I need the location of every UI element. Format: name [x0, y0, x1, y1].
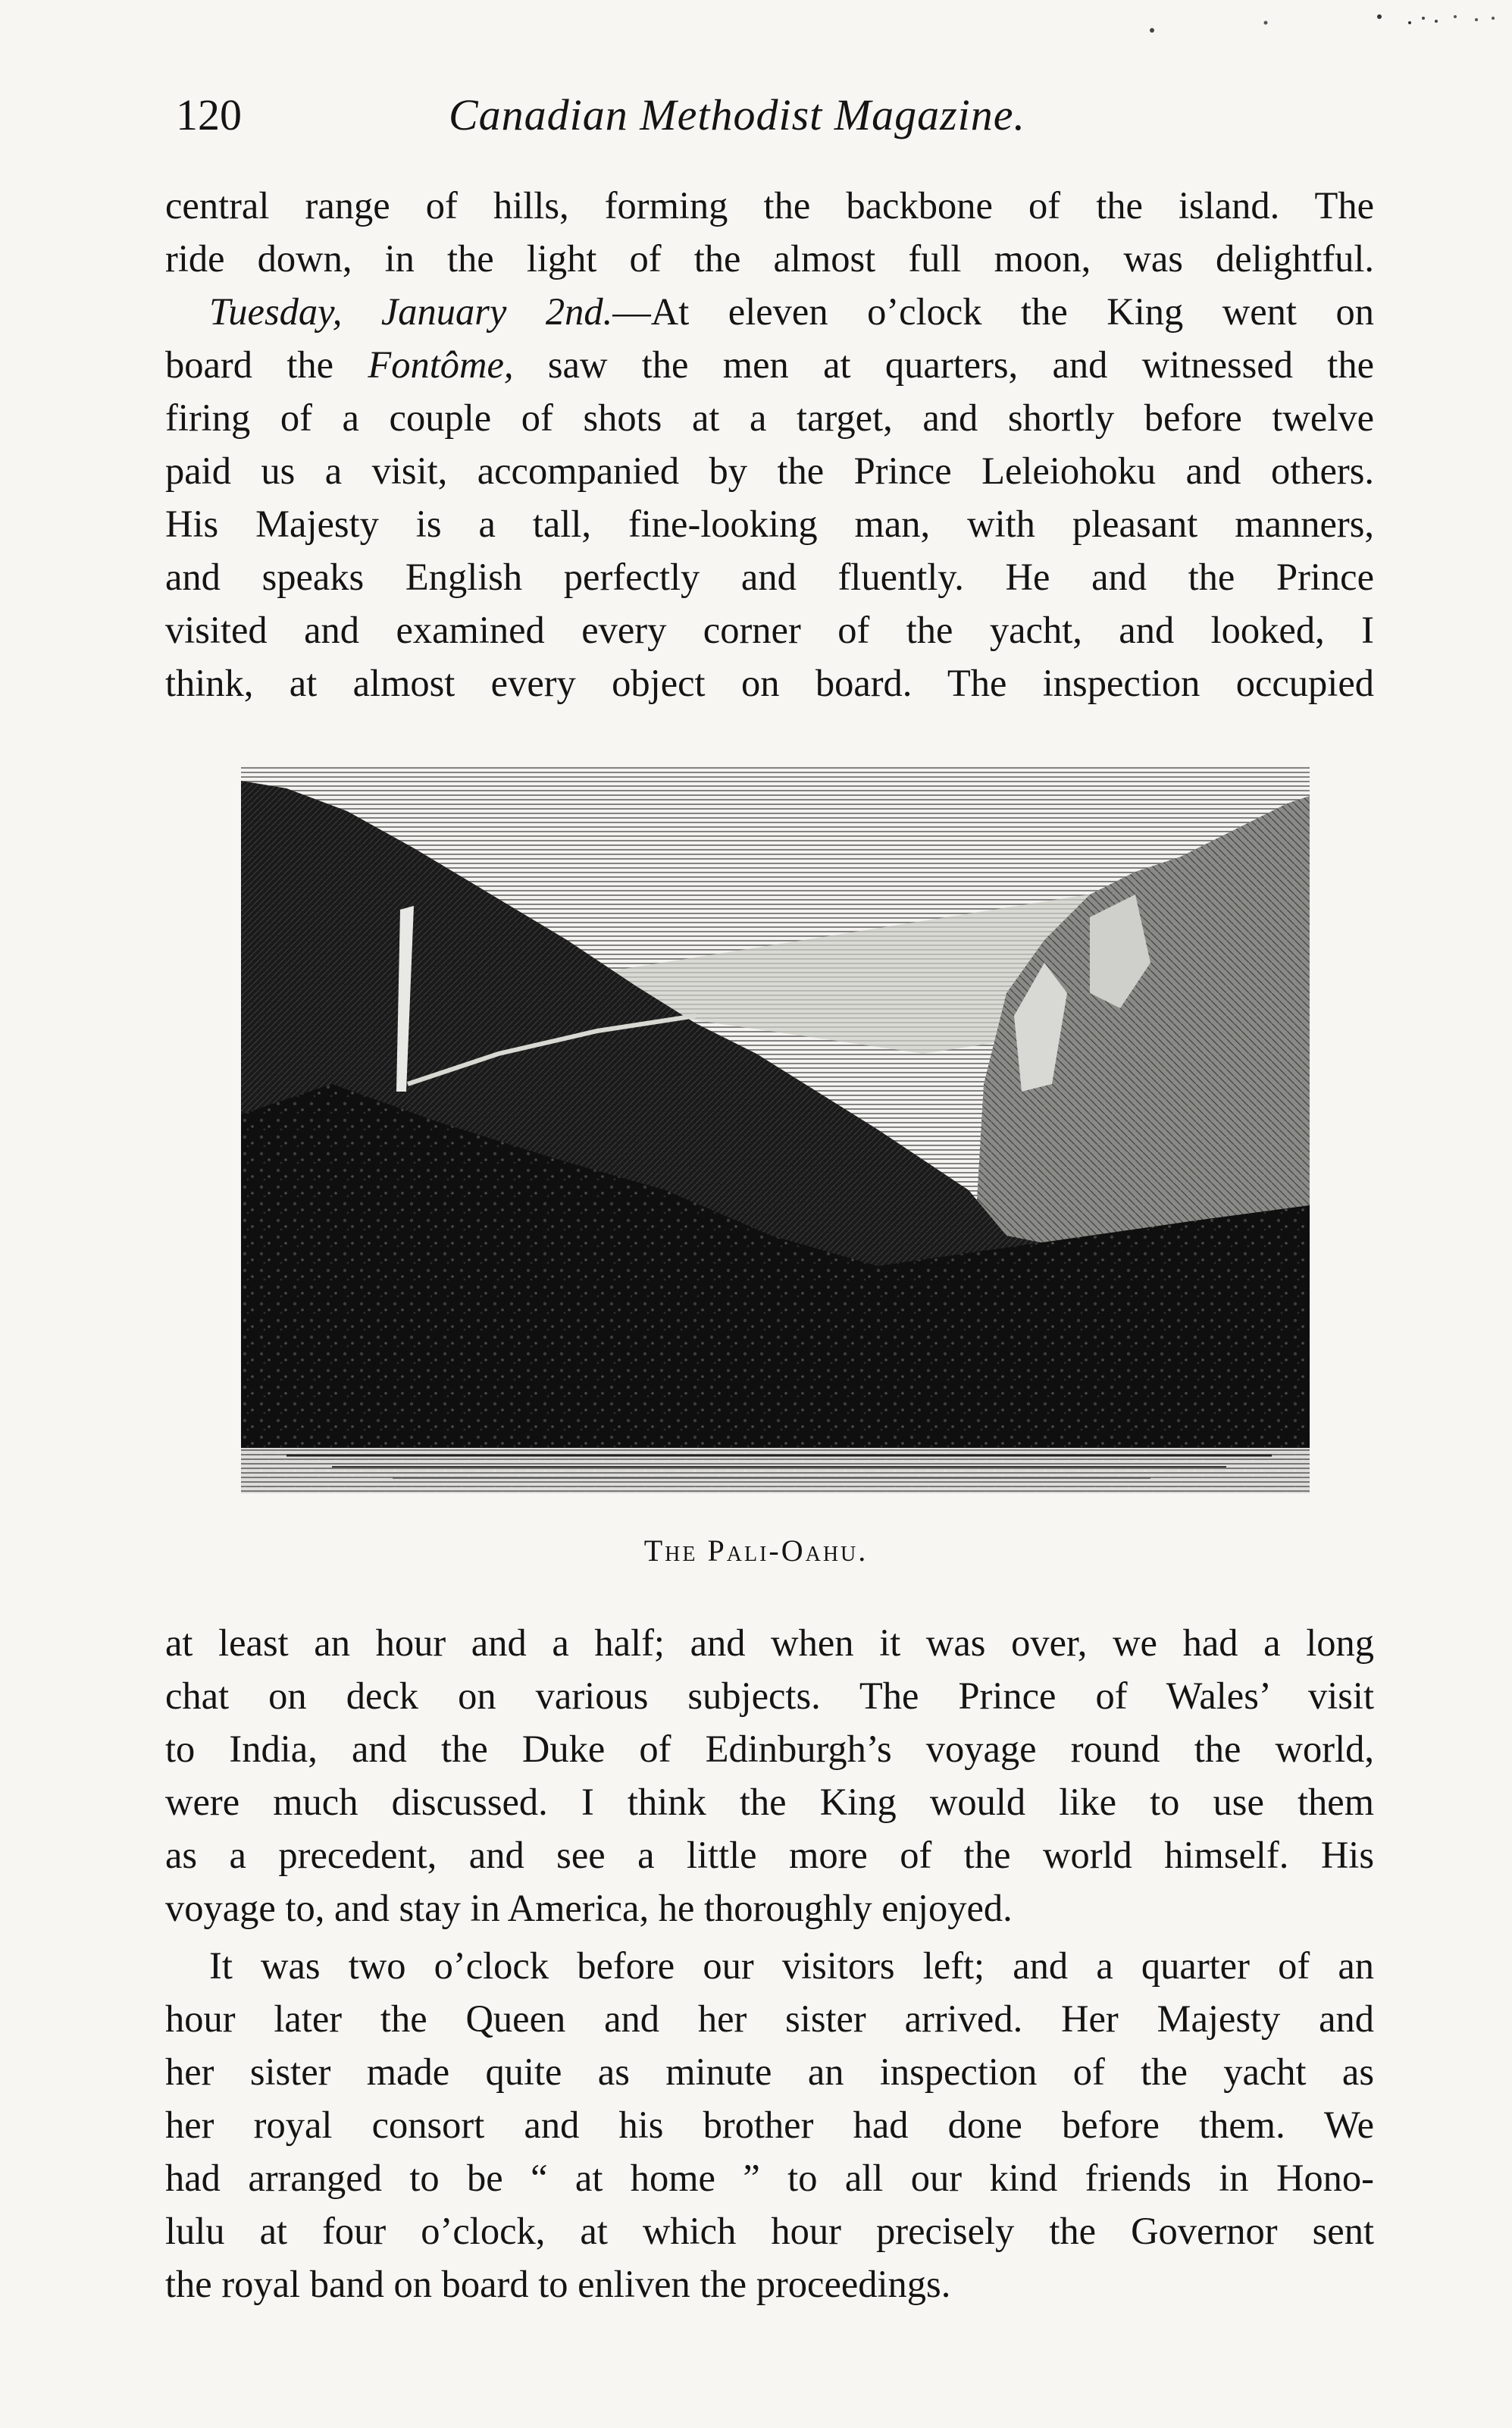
- text-line: the royal band on board to enliven the proceedings.: [165, 2263, 951, 2305]
- text-line: had arranged to be “ at home ” to all our kind friends in Hono-: [165, 2157, 1374, 2199]
- text-span: board the: [165, 343, 368, 386]
- text-line: were much discussed. I think the King would like to use them: [165, 1781, 1374, 1823]
- page-header: [176, 85, 1358, 146]
- engraving-illustration: [241, 766, 1310, 1493]
- text-block-bottom-1: [165, 1616, 1374, 1935]
- text-line: think, at almost every object on board. The inspection occupied: [165, 662, 1374, 704]
- text-block-top: [165, 179, 1374, 710]
- text-line: It was two o’clock before our visitors left; and a quarter of an: [209, 1944, 1374, 1987]
- text-line: firing of a couple of shots at a target, and shortly before twelve: [165, 396, 1374, 439]
- print-specks: [1137, 0, 1512, 83]
- text-line: lulu at four o’clock, at which hour precisely the Governor sent: [165, 2210, 1374, 2252]
- text-span: —At eleven o’clock the King went on: [612, 290, 1374, 333]
- text-line: as a precedent, and see a little more of the world himself. His: [165, 1834, 1374, 1876]
- text-line: His Majesty is a tall, fine-looking man, with pleasant manners,: [165, 503, 1374, 545]
- text-line: central range of hills, forming the backbone of the island. The: [165, 184, 1374, 227]
- text-line: her sister made quite as minute an inspection of the yacht as: [165, 2050, 1374, 2093]
- text-line: ride down, in the light of the almost full moon, was delightful.: [165, 237, 1374, 280]
- text-line: and speaks English perfectly and fluently. He and the Prince: [165, 556, 1374, 598]
- text-line: hour later the Queen and her sister arrived. Her Majesty and: [165, 1997, 1374, 2040]
- text-line: paid us a visit, accompanied by the Prince Leleiohoku and others.: [165, 450, 1374, 492]
- text-line: at least an hour and a half; and when it was over, we had a long: [165, 1621, 1374, 1664]
- text-line: voyage to, and stay in America, he thoroughly enjoyed.: [165, 1887, 1013, 1929]
- text-line: her royal consort and his brother had done before them. We: [165, 2104, 1374, 2146]
- page-number: 120: [176, 90, 242, 139]
- text-span: saw the men at quarters, and witnessed the: [513, 343, 1374, 386]
- text-line: to India, and the Duke of Edinburgh’s voyage round the world,: [165, 1728, 1374, 1770]
- text-line: visited and examined every corner of the yacht, and looked, I: [165, 609, 1374, 651]
- ship-name: Fontôme,: [368, 343, 514, 386]
- date-label: Tuesday, January 2nd.: [209, 290, 613, 333]
- illustration-caption: The Pali-Oahu.: [643, 1534, 869, 1568]
- running-head: Canadian Methodist Magazine.: [449, 90, 1026, 139]
- text-line: [165, 285, 1374, 338]
- text-block-bottom-2: [165, 1939, 1374, 2311]
- text-line: [165, 338, 1374, 391]
- text-line: chat on deck on various subjects. The Prince of Wales’ visit: [165, 1675, 1374, 1717]
